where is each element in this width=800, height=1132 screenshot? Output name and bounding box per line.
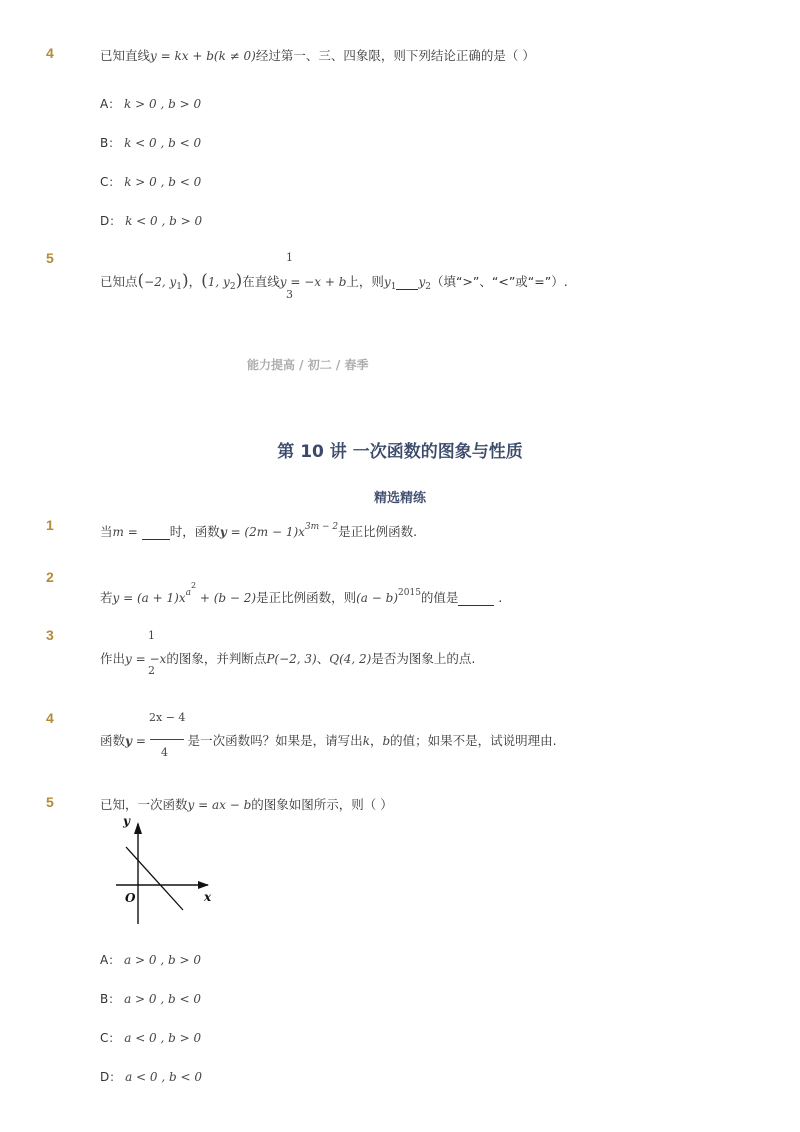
option-d[interactable]: D： a < 0 , b < 0 bbox=[100, 1070, 202, 1084]
question-number: 3 bbox=[46, 627, 54, 643]
y-axis-arrow bbox=[134, 822, 142, 834]
y-axis-label: y bbox=[123, 814, 130, 828]
question-number: 1 bbox=[46, 517, 54, 533]
question-number: 5 bbox=[46, 794, 54, 810]
fraction-bar bbox=[150, 739, 184, 741]
question-text: 函数y = 是一次函数吗？如果是，请写出k，b的值；如果不是，试说明理由. bbox=[100, 733, 557, 748]
origin-label: O bbox=[125, 891, 136, 905]
lesson-title: 第 10 讲 一次函数的图象与性质 bbox=[277, 442, 523, 462]
x-axis-label: x bbox=[204, 890, 212, 904]
answer-blank[interactable] bbox=[142, 524, 170, 540]
fraction-denominator: 2 bbox=[148, 664, 155, 677]
answer-blank[interactable] bbox=[458, 590, 494, 606]
option-c[interactable]: C： k > 0 , b < 0 bbox=[100, 175, 202, 189]
question-number: 4 bbox=[46, 45, 54, 61]
fraction-denominator: 4 bbox=[161, 746, 168, 759]
fraction-numerator: 2x − 4 bbox=[149, 711, 186, 724]
fraction-numerator: 1 bbox=[286, 251, 293, 264]
option-a[interactable]: A： k > 0 , b > 0 bbox=[100, 97, 202, 111]
option-b[interactable]: B： k < 0 , b < 0 bbox=[100, 136, 202, 150]
option-a[interactable]: A： a > 0 , b > 0 bbox=[100, 953, 201, 967]
section-title: 精选精练 bbox=[373, 491, 426, 506]
option-d[interactable]: D： k < 0 , b > 0 bbox=[100, 214, 203, 228]
question-text: 作出y = −x的图象，并判断点P(−2, 3)、Q(4, 2)是否为图象上的点. bbox=[100, 651, 476, 666]
question-number: 5 bbox=[46, 250, 54, 266]
question-text: 已知点(−2, $y_1$)，(1, $y_2$)在直线y = −x + b上，则$y_1$ $y_2$（填“>”、“<”或“=”）. bbox=[100, 271, 568, 292]
option-b[interactable]: B： a > 0 , b < 0 bbox=[100, 992, 201, 1006]
question-text: 已知，一次函数y = ax − b的图象如图所示，则（ ） bbox=[100, 797, 393, 812]
answer-blank[interactable] bbox=[396, 274, 418, 290]
x-axis-arrow bbox=[198, 881, 209, 889]
option-c[interactable]: C： a < 0 , b > 0 bbox=[100, 1031, 202, 1045]
function-graph bbox=[108, 812, 218, 930]
fraction-denominator: 3 bbox=[286, 288, 293, 301]
fraction-numerator: 1 bbox=[148, 629, 155, 642]
page-footer: 能力提高 / 初二 / 春季 bbox=[247, 358, 369, 372]
question-text: 当m = 时，函数$y = (2m - 1)x^{3m - 2}$是正比例函数. bbox=[100, 522, 418, 539]
question-text: 已知直线y = kx + b(k ≠ 0)经过第一、三、四象限，则下列结论正确的是（ ） bbox=[100, 48, 535, 63]
question-number: 2 bbox=[46, 569, 54, 585]
question-number: 4 bbox=[46, 710, 54, 726]
question-text: 若$y = (a + 1)x^{a2} + (b - 2)$是正比例函数，则$(a - b)^{2015}$的值是 . bbox=[100, 581, 503, 605]
